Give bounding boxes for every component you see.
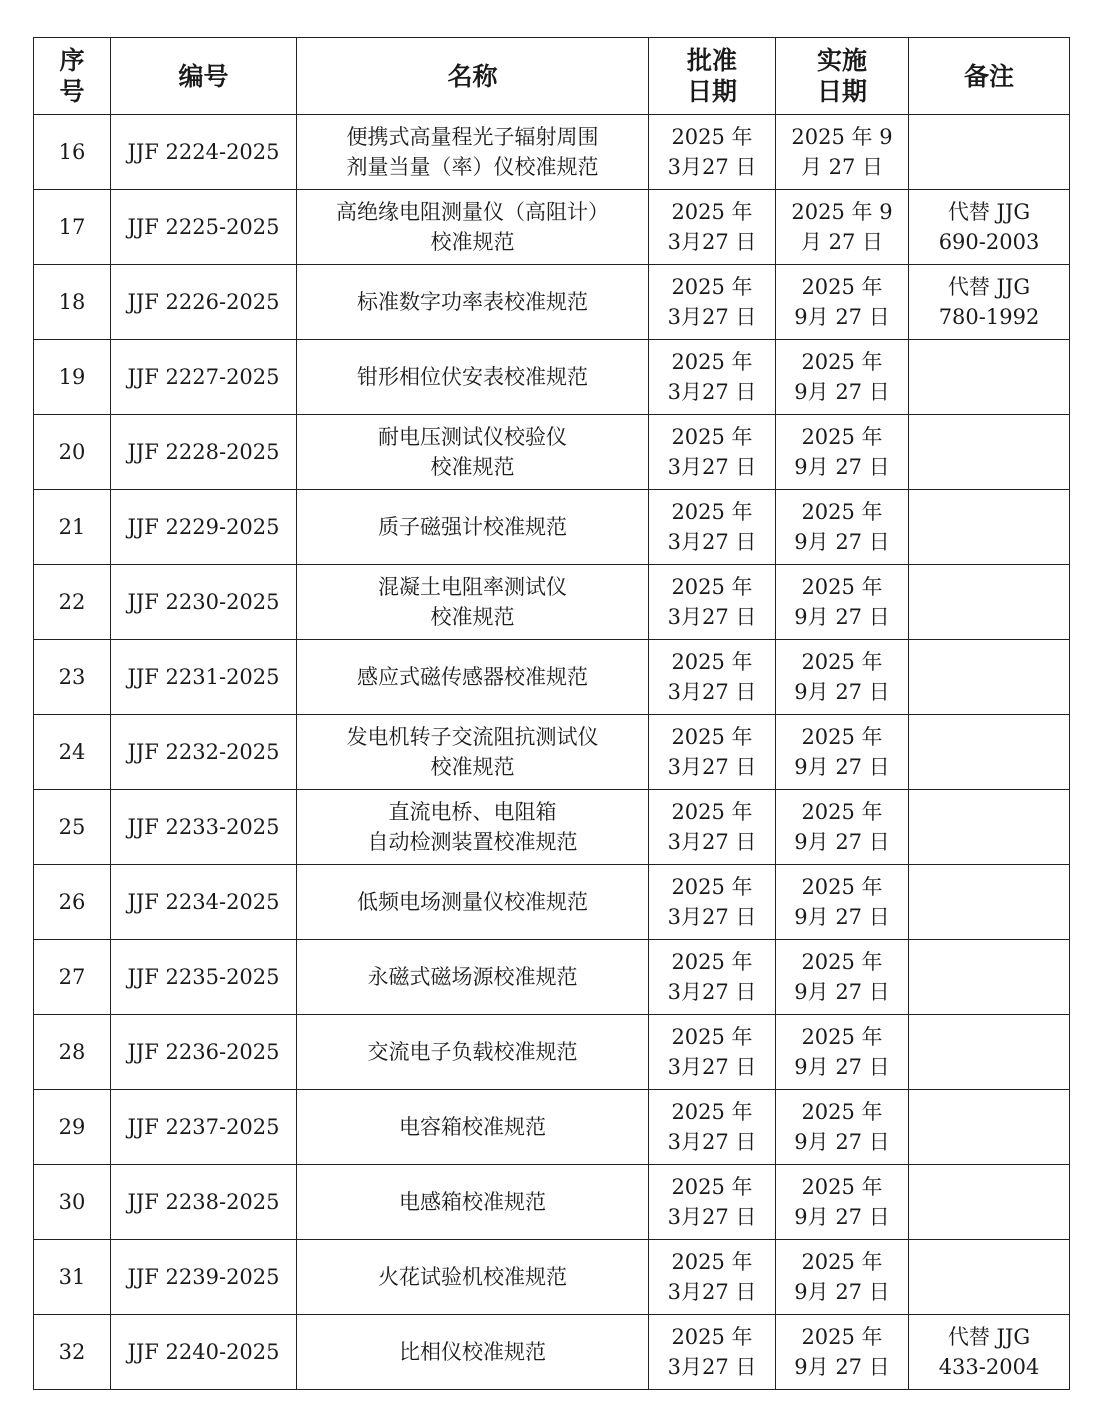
cell-approve xyxy=(649,640,776,715)
cell-approve xyxy=(649,1015,776,1090)
column-header-label: 日期 xyxy=(816,77,867,106)
cell-code: JJF 2228-2025 xyxy=(111,415,297,490)
cell-effective xyxy=(776,640,909,715)
cell-name-line: 自动检测装置校准规范 xyxy=(367,830,578,854)
cell-seq: 28 xyxy=(34,1015,111,1090)
cell-note-line: 代替 JJG xyxy=(947,200,1031,224)
cell-approve xyxy=(649,115,776,190)
table-row xyxy=(34,865,1070,940)
cell-name xyxy=(297,1240,649,1315)
cell-name-line: 剂量当量（率）仪校准规范 xyxy=(346,155,599,179)
cell-effective-line: 9月 27 日 xyxy=(794,1280,890,1304)
cell-effective-line: 2025 年 xyxy=(801,875,883,899)
cell-name xyxy=(297,790,649,865)
cell-effective-line: 2025 年 9 xyxy=(791,200,893,224)
cell-effective-line: 9月 27 日 xyxy=(794,830,890,854)
cell-approve xyxy=(649,565,776,640)
cell-name xyxy=(297,265,649,340)
cell-effective-line: 2025 年 xyxy=(801,1175,883,1199)
cell-approve-line: 3月27 日 xyxy=(667,830,757,854)
table-row xyxy=(34,1315,1070,1390)
cell-approve-line: 3月27 日 xyxy=(667,1280,757,1304)
cell-seq: 17 xyxy=(34,190,111,265)
column-header-approve xyxy=(649,38,776,115)
cell-name-line: 交流电子负载校准规范 xyxy=(367,1040,578,1064)
cell-seq: 26 xyxy=(34,865,111,940)
cell-note xyxy=(909,640,1070,715)
column-header-label: 批准 xyxy=(686,46,737,75)
cell-effective-line: 2025 年 xyxy=(801,275,883,299)
table-row xyxy=(34,115,1070,190)
cell-name-line: 永磁式磁场源校准规范 xyxy=(367,965,578,989)
cell-effective xyxy=(776,715,909,790)
cell-effective xyxy=(776,1015,909,1090)
cell-effective-line: 9月 27 日 xyxy=(794,380,890,404)
cell-approve-line: 2025 年 xyxy=(671,425,753,449)
cell-seq: 27 xyxy=(34,940,111,1015)
cell-approve-line: 3月27 日 xyxy=(667,980,757,1004)
cell-approve xyxy=(649,715,776,790)
cell-approve-line: 3月27 日 xyxy=(667,1130,757,1154)
cell-note-line: 代替 JJG xyxy=(947,1325,1031,1349)
cell-note xyxy=(909,865,1070,940)
cell-seq: 30 xyxy=(34,1165,111,1240)
cell-seq: 19 xyxy=(34,340,111,415)
cell-effective xyxy=(776,340,909,415)
cell-name-line: 耐电压测试仪校验仪 xyxy=(378,425,567,449)
cell-approve-line: 2025 年 xyxy=(671,725,753,749)
cell-effective-line: 2025 年 xyxy=(801,575,883,599)
cell-approve xyxy=(649,865,776,940)
cell-approve-line: 2025 年 xyxy=(671,650,753,674)
column-header-label: 序 xyxy=(59,46,85,75)
cell-approve-line: 2025 年 xyxy=(671,800,753,824)
cell-effective xyxy=(776,115,909,190)
cell-seq: 24 xyxy=(34,715,111,790)
cell-name-line: 校准规范 xyxy=(430,755,515,779)
cell-effective xyxy=(776,1165,909,1240)
column-header-code xyxy=(111,38,297,115)
cell-approve-line: 3月27 日 xyxy=(667,380,757,404)
cell-approve-line: 3月27 日 xyxy=(667,1355,757,1379)
cell-note xyxy=(909,1090,1070,1165)
cell-note xyxy=(909,1315,1070,1390)
cell-code: JJF 2240-2025 xyxy=(111,1315,297,1390)
cell-approve xyxy=(649,190,776,265)
cell-effective-line: 9月 27 日 xyxy=(794,905,890,929)
table-row xyxy=(34,640,1070,715)
cell-name xyxy=(297,865,649,940)
table-row xyxy=(34,415,1070,490)
cell-code: JJF 2226-2025 xyxy=(111,265,297,340)
cell-effective-line: 2025 年 xyxy=(801,1325,883,1349)
cell-note-line: 代替 JJG xyxy=(947,275,1031,299)
cell-approve-line: 2025 年 xyxy=(671,575,753,599)
cell-name-line: 高绝缘电阻测量仪（高阻计） xyxy=(336,200,609,224)
standards-table xyxy=(33,37,1070,1390)
cell-approve-line: 3月27 日 xyxy=(667,305,757,329)
cell-note xyxy=(909,340,1070,415)
cell-note-line: 690-2003 xyxy=(938,230,1040,254)
cell-name xyxy=(297,1315,649,1390)
cell-approve-line: 3月27 日 xyxy=(667,605,757,629)
cell-code: JJF 2229-2025 xyxy=(111,490,297,565)
cell-effective xyxy=(776,940,909,1015)
cell-name-line: 发电机转子交流阻抗测试仪 xyxy=(346,725,599,749)
cell-note xyxy=(909,115,1070,190)
cell-approve-line: 2025 年 xyxy=(671,275,753,299)
table-body xyxy=(34,115,1070,1390)
cell-name-line: 校准规范 xyxy=(430,230,515,254)
column-header-label: 日期 xyxy=(686,77,737,106)
cell-approve xyxy=(649,1240,776,1315)
cell-seq: 31 xyxy=(34,1240,111,1315)
cell-seq: 29 xyxy=(34,1090,111,1165)
cell-name xyxy=(297,1090,649,1165)
table-row xyxy=(34,265,1070,340)
cell-effective-line: 2025 年 xyxy=(801,350,883,374)
cell-approve xyxy=(649,1090,776,1165)
cell-approve xyxy=(649,490,776,565)
cell-approve-line: 2025 年 xyxy=(671,1175,753,1199)
cell-approve-line: 3月27 日 xyxy=(667,755,757,779)
cell-code: JJF 2232-2025 xyxy=(111,715,297,790)
cell-seq: 18 xyxy=(34,265,111,340)
cell-effective-line: 月 27 日 xyxy=(800,230,884,254)
cell-name xyxy=(297,1165,649,1240)
cell-note xyxy=(909,1165,1070,1240)
column-header-label: 备注 xyxy=(963,61,1014,91)
cell-effective-line: 2025 年 xyxy=(801,1100,883,1124)
cell-name-line: 质子磁强计校准规范 xyxy=(378,515,567,539)
table-row xyxy=(34,1240,1070,1315)
column-header-label: 编号 xyxy=(178,61,229,91)
cell-name-line: 电容箱校准规范 xyxy=(399,1115,546,1139)
cell-code: JJF 2236-2025 xyxy=(111,1015,297,1090)
cell-seq: 16 xyxy=(34,115,111,190)
cell-effective-line: 9月 27 日 xyxy=(794,980,890,1004)
cell-seq: 22 xyxy=(34,565,111,640)
cell-effective-line: 2025 年 xyxy=(801,1250,883,1274)
cell-effective-line: 月 27 日 xyxy=(800,155,884,179)
cell-name xyxy=(297,415,649,490)
cell-seq: 25 xyxy=(34,790,111,865)
header-row xyxy=(34,38,1070,115)
cell-name xyxy=(297,715,649,790)
cell-approve xyxy=(649,265,776,340)
cell-effective-line: 2025 年 xyxy=(801,1025,883,1049)
cell-effective xyxy=(776,490,909,565)
cell-code: JJF 2227-2025 xyxy=(111,340,297,415)
column-header-seq xyxy=(34,38,111,115)
cell-approve-line: 3月27 日 xyxy=(667,1055,757,1079)
cell-effective-line: 2025 年 xyxy=(801,425,883,449)
cell-name-line: 校准规范 xyxy=(430,605,515,629)
cell-effective xyxy=(776,790,909,865)
cell-approve-line: 2025 年 xyxy=(671,1250,753,1274)
table-row xyxy=(34,490,1070,565)
cell-note xyxy=(909,190,1070,265)
cell-note xyxy=(909,565,1070,640)
cell-name-line: 火花试验机校准规范 xyxy=(378,1265,567,1289)
cell-approve-line: 3月27 日 xyxy=(667,155,757,179)
cell-name xyxy=(297,190,649,265)
cell-seq: 20 xyxy=(34,415,111,490)
cell-approve-line: 3月27 日 xyxy=(667,530,757,554)
cell-effective-line: 2025 年 xyxy=(801,800,883,824)
cell-note xyxy=(909,265,1070,340)
cell-approve-line: 3月27 日 xyxy=(667,1205,757,1229)
cell-effective-line: 9月 27 日 xyxy=(794,1355,890,1379)
cell-seq: 23 xyxy=(34,640,111,715)
cell-effective xyxy=(776,190,909,265)
cell-note xyxy=(909,715,1070,790)
cell-name-line: 直流电桥、电阻箱 xyxy=(388,800,557,824)
cell-name-line: 便携式高量程光子辐射周围 xyxy=(346,125,599,149)
cell-effective-line: 2025 年 xyxy=(801,725,883,749)
cell-code: JJF 2235-2025 xyxy=(111,940,297,1015)
table-row xyxy=(34,1165,1070,1240)
cell-effective xyxy=(776,1315,909,1390)
cell-name xyxy=(297,940,649,1015)
cell-note xyxy=(909,1015,1070,1090)
table-row xyxy=(34,565,1070,640)
cell-effective xyxy=(776,1090,909,1165)
cell-approve-line: 2025 年 xyxy=(671,125,753,149)
cell-effective-line: 9月 27 日 xyxy=(794,1055,890,1079)
cell-approve-line: 2025 年 xyxy=(671,200,753,224)
cell-approve-line: 2025 年 xyxy=(671,950,753,974)
cell-name xyxy=(297,640,649,715)
cell-name-line: 比相仪校准规范 xyxy=(399,1340,546,1364)
cell-seq: 21 xyxy=(34,490,111,565)
cell-note xyxy=(909,490,1070,565)
cell-effective-line: 9月 27 日 xyxy=(794,680,890,704)
column-header-note xyxy=(909,38,1070,115)
cell-approve xyxy=(649,340,776,415)
cell-note xyxy=(909,790,1070,865)
cell-effective-line: 9月 27 日 xyxy=(794,1130,890,1154)
cell-approve xyxy=(649,1165,776,1240)
table-row xyxy=(34,715,1070,790)
table-row xyxy=(34,1090,1070,1165)
cell-effective xyxy=(776,415,909,490)
cell-note xyxy=(909,940,1070,1015)
cell-seq: 32 xyxy=(34,1315,111,1390)
cell-name-line: 感应式磁传感器校准规范 xyxy=(357,665,588,689)
cell-effective-line: 2025 年 xyxy=(801,500,883,524)
cell-effective-line: 9月 27 日 xyxy=(794,1205,890,1229)
cell-approve-line: 3月27 日 xyxy=(667,680,757,704)
cell-code: JJF 2225-2025 xyxy=(111,190,297,265)
column-header-label: 名称 xyxy=(447,61,498,91)
cell-name-line: 标准数字功率表校准规范 xyxy=(357,290,588,314)
cell-name xyxy=(297,340,649,415)
cell-effective-line: 2025 年 9 xyxy=(791,125,893,149)
cell-effective-line: 9月 27 日 xyxy=(794,455,890,479)
cell-code: JJF 2230-2025 xyxy=(111,565,297,640)
table-row xyxy=(34,340,1070,415)
cell-code: JJF 2224-2025 xyxy=(111,115,297,190)
cell-code: JJF 2234-2025 xyxy=(111,865,297,940)
cell-approve-line: 2025 年 xyxy=(671,875,753,899)
cell-effective-line: 2025 年 xyxy=(801,650,883,674)
table-row xyxy=(34,790,1070,865)
cell-approve-line: 3月27 日 xyxy=(667,455,757,479)
cell-name-line: 钳形相位伏安表校准规范 xyxy=(357,365,588,389)
cell-approve-line: 2025 年 xyxy=(671,1100,753,1124)
cell-effective-line: 9月 27 日 xyxy=(794,755,890,779)
cell-name-line: 低频电场测量仪校准规范 xyxy=(357,890,588,914)
cell-code: JJF 2233-2025 xyxy=(111,790,297,865)
cell-approve xyxy=(649,940,776,1015)
cell-effective xyxy=(776,265,909,340)
cell-code: JJF 2239-2025 xyxy=(111,1240,297,1315)
cell-approve-line: 2025 年 xyxy=(671,1025,753,1049)
cell-code: JJF 2237-2025 xyxy=(111,1090,297,1165)
cell-note xyxy=(909,1240,1070,1315)
cell-approve-line: 3月27 日 xyxy=(667,905,757,929)
table-row xyxy=(34,190,1070,265)
table-row xyxy=(34,1015,1070,1090)
cell-name xyxy=(297,1015,649,1090)
cell-approve-line: 2025 年 xyxy=(671,1325,753,1349)
cell-effective xyxy=(776,565,909,640)
cell-note-line: 780-1992 xyxy=(938,305,1040,329)
cell-approve xyxy=(649,415,776,490)
cell-name xyxy=(297,115,649,190)
table-row xyxy=(34,940,1070,1015)
cell-effective-line: 2025 年 xyxy=(801,950,883,974)
cell-approve-line: 2025 年 xyxy=(671,500,753,524)
cell-note-line: 433-2004 xyxy=(938,1355,1040,1379)
column-header-label: 号 xyxy=(59,77,85,106)
column-header-label: 实施 xyxy=(816,46,867,75)
column-header-effective xyxy=(776,38,909,115)
cell-name-line: 校准规范 xyxy=(430,455,515,479)
cell-note xyxy=(909,415,1070,490)
cell-approve xyxy=(649,1315,776,1390)
cell-name-line: 电感箱校准规范 xyxy=(399,1190,546,1214)
cell-approve-line: 3月27 日 xyxy=(667,230,757,254)
cell-name xyxy=(297,565,649,640)
cell-name-line: 混凝土电阻率测试仪 xyxy=(378,575,567,599)
column-header-name xyxy=(297,38,649,115)
cell-effective xyxy=(776,1240,909,1315)
cell-effective-line: 9月 27 日 xyxy=(794,605,890,629)
cell-approve-line: 2025 年 xyxy=(671,350,753,374)
cell-approve xyxy=(649,790,776,865)
cell-effective-line: 9月 27 日 xyxy=(794,530,890,554)
cell-name xyxy=(297,490,649,565)
cell-code: JJF 2231-2025 xyxy=(111,640,297,715)
cell-effective xyxy=(776,865,909,940)
cell-code: JJF 2238-2025 xyxy=(111,1165,297,1240)
cell-effective-line: 9月 27 日 xyxy=(794,305,890,329)
